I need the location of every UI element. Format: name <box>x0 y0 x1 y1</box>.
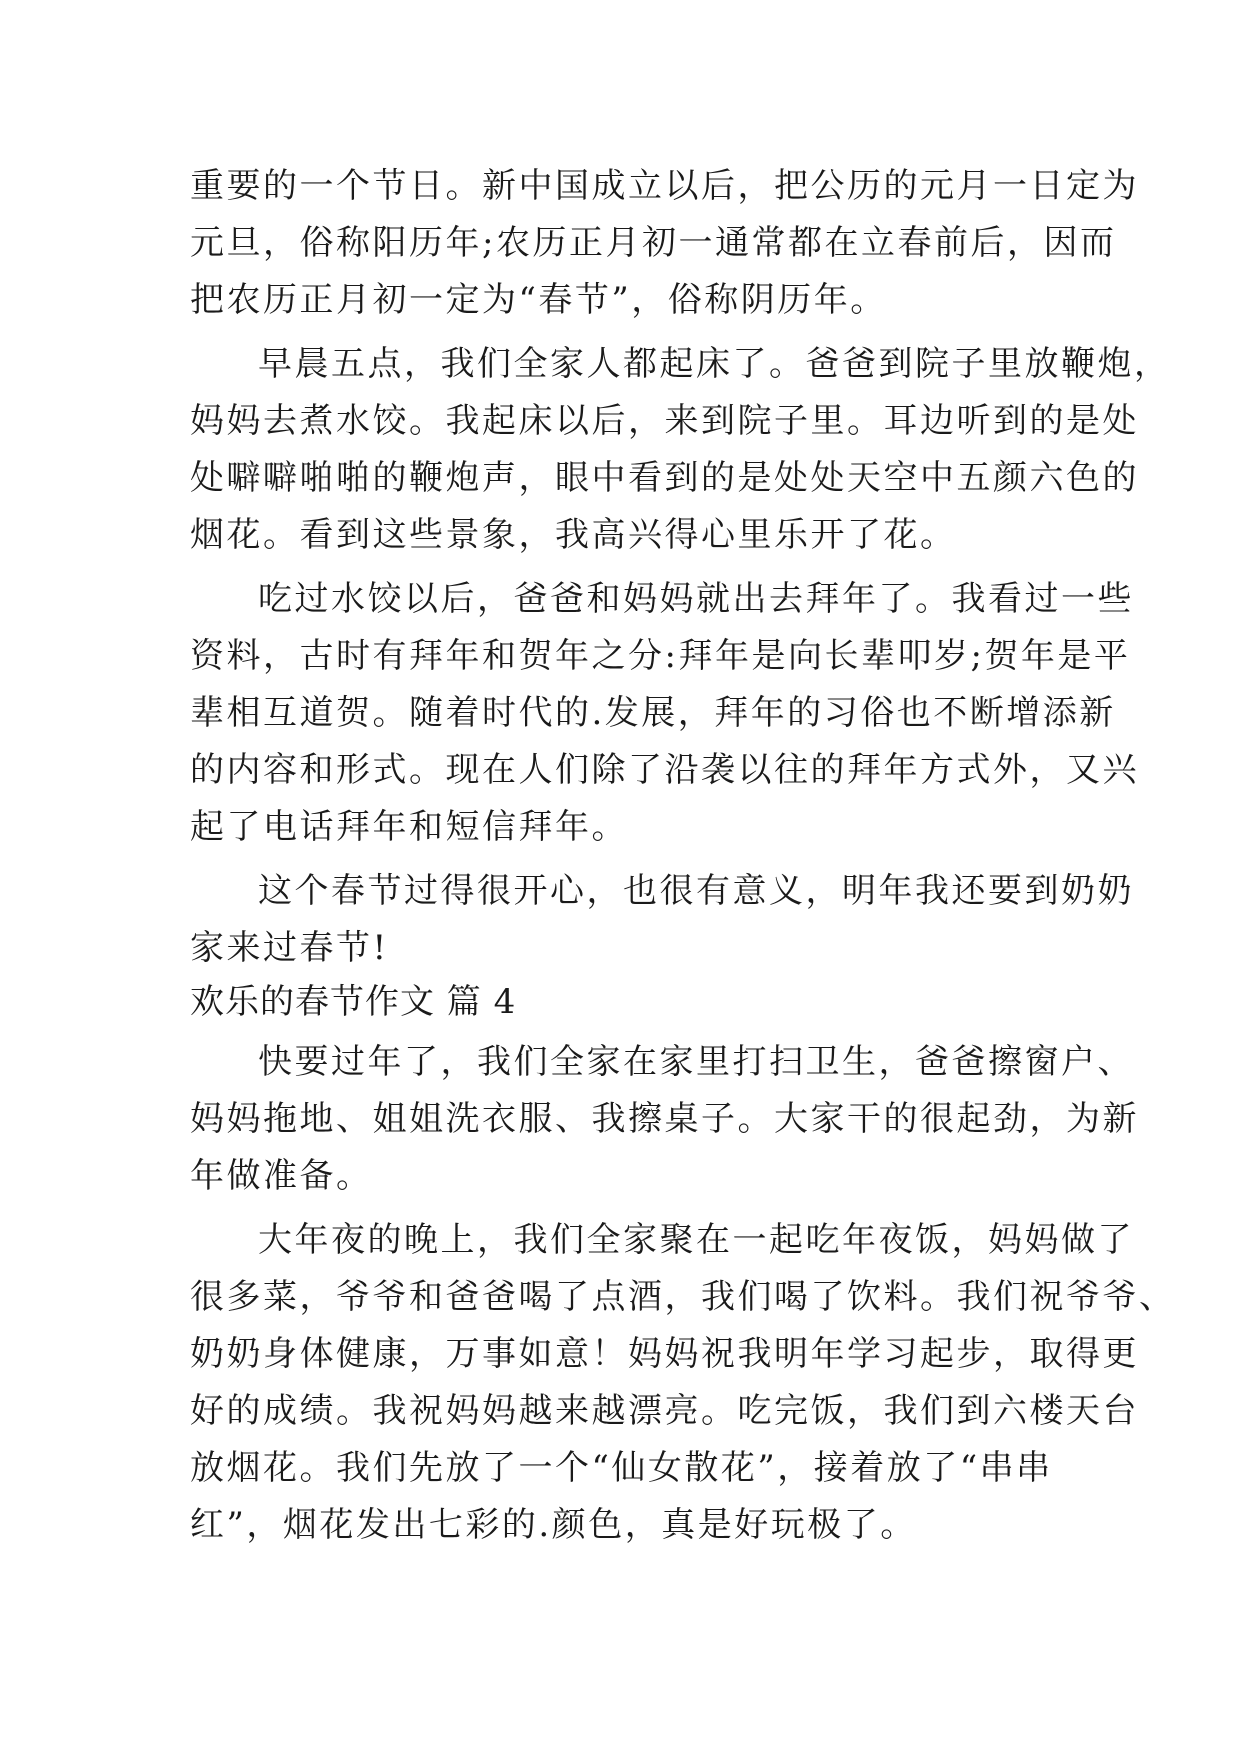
paragraph-line: 早晨五点，我们全家人都起床了。爸爸到院子里放鞭炮， <box>258 344 1171 384</box>
paragraph-line: 的内容和形式。现在人们除了沿袭以往的拜年方式外，又兴 <box>190 750 1139 790</box>
paragraph-line: 元旦，俗称阳历年;农历正月初一通常都在立春前后，因而 <box>190 223 1117 263</box>
paragraph-line: 这个春节过得很开心，也很有意义，明年我还要到奶奶 <box>258 871 1134 911</box>
paragraph-line: 吃过水饺以后，爸爸和妈妈就出去拜年了。我看过一些 <box>258 579 1134 619</box>
paragraph-line: 妈妈去煮水饺。我起床以后，来到院子里。耳边听到的是处 <box>190 401 1139 441</box>
paragraph-line: 妈妈拖地、姐姐洗衣服、我擦桌子。大家干的很起劲，为新 <box>190 1099 1139 1139</box>
paragraph-line: 大年夜的晚上，我们全家聚在一起吃年夜饭，妈妈做了 <box>258 1220 1134 1260</box>
paragraph-line: 重要的一个节日。新中国成立以后，把公历的元月一日定为 <box>190 166 1139 206</box>
paragraph-line: 烟花。看到这些景象，我高兴得心里乐开了花。 <box>190 515 957 555</box>
paragraph-line: 处噼噼啪啪的鞭炮声，眼中看到的是处处天空中五颜六色的 <box>190 458 1139 498</box>
paragraph-line: 好的成绩。我祝妈妈越来越漂亮。吃完饭，我们到六楼天台 <box>190 1391 1139 1431</box>
paragraph-line: 家来过春节! <box>190 928 389 968</box>
paragraph-line: 快要过年了，我们全家在家里打扫卫生，爸爸擦窗户、 <box>258 1042 1134 1082</box>
paragraph-line: 辈相互道贺。随着时代的.发展，拜年的习俗也不断增添新 <box>190 693 1116 733</box>
paragraph-line: 放烟花。我们先放了一个“仙女散花”，接着放了“串串 <box>190 1448 1053 1488</box>
paragraph-line: 很多菜，爷爷和爸爸喝了点酒，我们喝了饮料。我们祝爷爷、 <box>190 1277 1176 1317</box>
paragraph-line: 起了电话拜年和短信拜年。 <box>190 807 628 847</box>
paragraph-line: 资料，古时有拜年和贺年之分:拜年是向长辈叩岁;贺年是平 <box>190 636 1131 676</box>
paragraph-line: 奶奶身体健康，万事如意！妈妈祝我明年学习起步，取得更 <box>190 1334 1139 1374</box>
paragraph-line: 把农历正月初一定为“春节”，俗称阴历年。 <box>190 280 887 320</box>
section-heading: 欢乐的春节作文 篇 4 <box>190 982 517 1022</box>
paragraph-line: 年做准备。 <box>190 1156 373 1196</box>
paragraph-line: 红”，烟花发出七彩的.颜色，真是好玩极了。 <box>190 1505 917 1545</box>
